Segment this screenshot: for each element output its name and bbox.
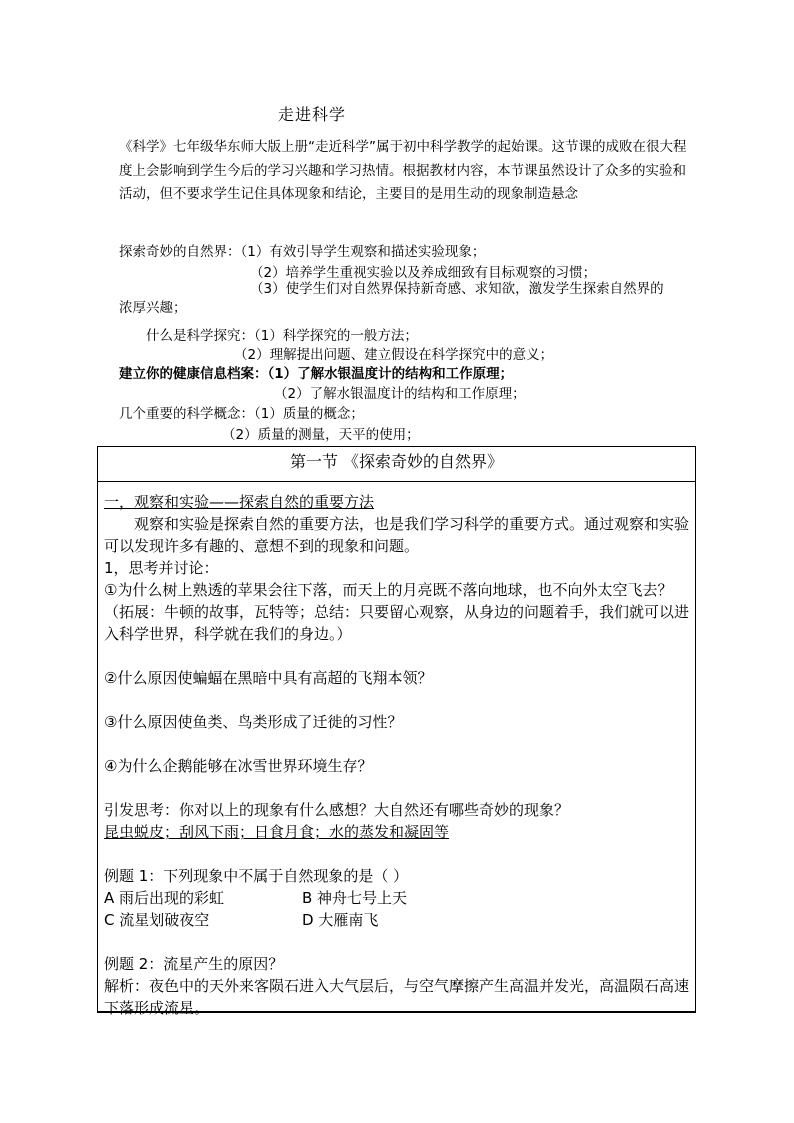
spacer [104,689,694,711]
section-box [97,446,696,1017]
objective-health-1: 建立你的健康信息档案：（1）了解水银温度计的结构和工作原理； [119,366,514,382]
natural-examples: 昆虫蜕皮；刮风下雨；日食月食；水的蒸发和凝固等 [104,823,450,841]
objective-health-2: （2）了解水银温度计的结构和工作原理； [274,386,526,402]
objective-explore-2: （2）培养学生重视实验以及养成细致有目标观察的习惯； [250,265,597,281]
example-1-question: 例题 1：下列现象中不属于自然现象的是（ ） [104,867,409,885]
spacer [104,645,694,667]
question-1: ①为什么树上熟透的苹果会往下落，而天上的月亮既不落向地球，也不向外太空飞去？（拓展：牛顿的故事，瓦特等；总结：只要留心观察，从身边的问题着手，我们就可以进入科学世界，科学就在我们的身边。） [104,581,690,643]
option-a: A 雨后出现的彩虹 [104,889,225,907]
objective-inquiry-2: （2）理解提出问题、建立假设在科学探究中的意义； [234,347,554,363]
example-1-options-row-2 [104,909,694,931]
question-2: ②什么原因使蝙蝠在黑暗中具有高超的飞翔本领？ [104,669,433,687]
section-heading: 一，观察和实验——探索自然的重要方法 [104,493,375,511]
objective-inquiry-1: 什么是科学探究：（1）科学探究的一般方法； [146,328,418,344]
intro-paragraph [119,136,689,207]
objective-explore-3-cont: 浓厚兴趣； [119,300,187,316]
discuss-label: 1，思考并讨论： [104,559,219,577]
objective-concepts-1: 几个重要的科学概念：（1）质量的概念； [119,406,364,422]
spacer [104,843,694,865]
objective-concepts-2: （2）质量的测量，天平的使用； [222,427,420,443]
intro-text: 《科学》七年级华东师大版上册“走近科学”属于初中科学教学的起始课。这节课的成败在很大程度上会影响到学生今后的学习兴趣和学习热情。根据教材内容，本节课虽然设计了众多的实验和活动，但不要求学生记住具体现象和结论，主要目的是用生动的现象制造悬念 [119,139,687,202]
question-4: ④为什么企鹅能够在冰雪世界环境生存？ [104,757,373,775]
objective-explore-3: （3）使学生们对自然界保持新奇感、求知欲，激发学生探索自然界的 [250,281,664,297]
example-2-answer: 解析：夜色中的天外来客陨石进入大气层后，与空气摩擦产生高温并发光，高温陨石高速下落形成流星。 [104,977,690,1017]
example-2-question: 例题 2：流星产生的原因？ [104,955,284,973]
page-title: 走进科学 [278,105,347,124]
spacer [104,777,694,799]
observation-paragraph: 观察和实验是探索自然的重要方法，也是我们学习科学的重要方式。通过观察和实验可以发现许多有趣的、意想不到的现象和问题。 [104,515,690,555]
title-divider [98,481,695,482]
spacer [104,733,694,755]
question-3: ③什么原因使鱼类、鸟类形成了迁徙的习性？ [104,713,403,731]
section-content [104,491,694,1019]
option-b: B 神舟七号上天 [302,889,408,907]
option-c: C 流星划破夜空 [104,911,210,929]
section-title: 第一节 《探索奇妙的自然界》 [289,452,504,471]
objective-explore-1: 探索奇妙的自然界：（1）有效引导学生观察和描述实验现象； [119,244,486,260]
example-1-options-row-1 [104,887,694,909]
option-d: D 大雁南飞 [302,911,379,929]
spacer [104,931,694,953]
reflect-prompt: 引发思考：你对以上的现象有什么感想？大自然还有哪些奇妙的现象？ [104,801,570,819]
